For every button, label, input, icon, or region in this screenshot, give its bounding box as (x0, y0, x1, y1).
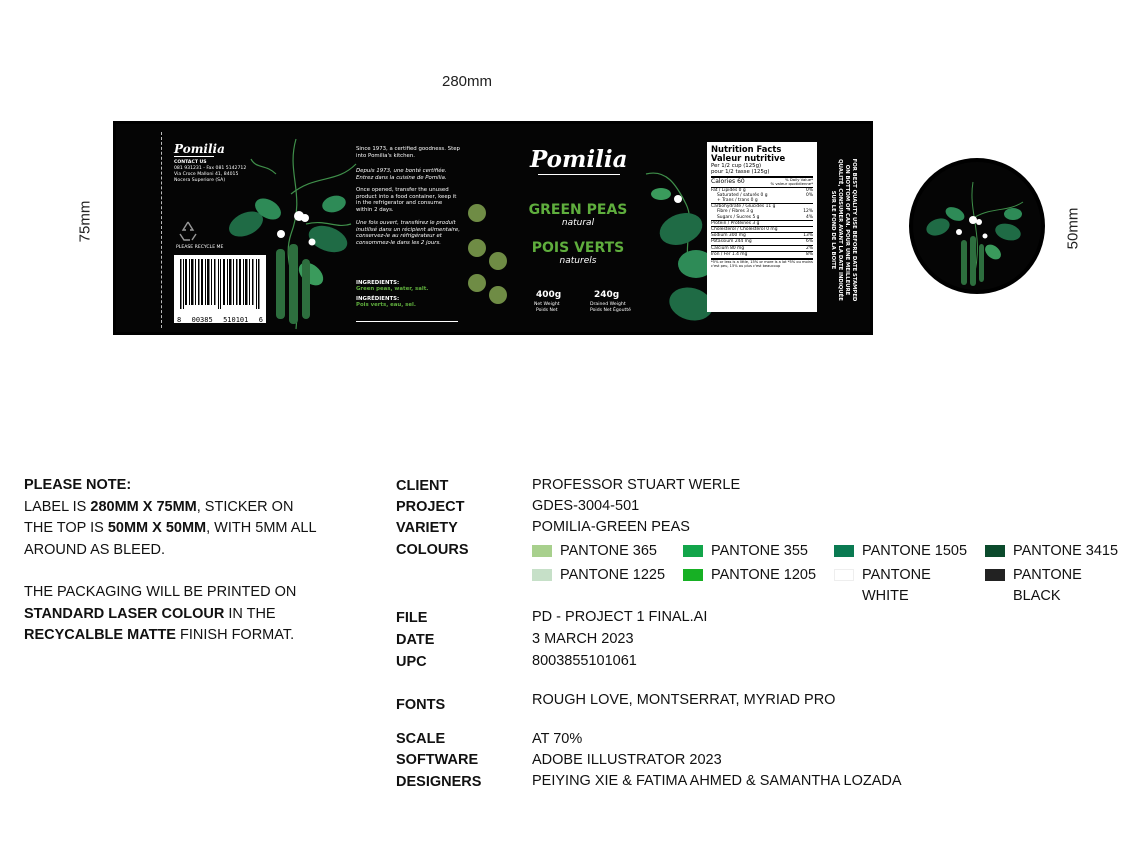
ingredients-en: Green peas, water, salt. (356, 286, 429, 292)
nutrient-dv: 2% (806, 245, 813, 251)
storage-en: Once opened, transfer the unused product into a food container, keep it in the refrigerator and consume within 2 days. (356, 187, 457, 213)
spec-value-variety: POMILIA-GREEN PEAS (532, 519, 690, 535)
swatch-chip (532, 545, 552, 557)
nutrient-name: Iron / Fer 1.4 mg (711, 251, 748, 257)
nutrition-title: Nutrition Facts (711, 144, 782, 154)
fold-line (161, 132, 162, 328)
barcode-digit: 6 (258, 316, 263, 324)
drained-weight: 240g (594, 290, 620, 300)
contact-line: Nocera Superiore (SA) (174, 178, 226, 183)
barcode-digit: 510101 (223, 316, 249, 324)
variant-fr: naturels (559, 256, 597, 266)
sticker-illustration (913, 162, 1041, 290)
colour-swatch: PANTONE 1205 (683, 565, 816, 586)
spec-key-variety: VARIETY (396, 520, 458, 536)
side-best-before-text (819, 142, 867, 318)
pea-dot (468, 204, 486, 222)
brand-logo: Pomilia (530, 146, 628, 173)
nutrient-dv: 0% (806, 187, 813, 193)
barcode-digit: 00385 (191, 316, 213, 324)
nutrient-dv: 6% (806, 239, 813, 245)
drained-weight-label-fr: Poids Net Égoutté (590, 308, 631, 313)
swatch-chip (532, 569, 552, 581)
spec-value-date: 3 MARCH 2023 (532, 631, 634, 647)
pea-dot (489, 286, 507, 304)
swatch-chip (834, 569, 854, 581)
product-label (113, 121, 873, 335)
pea-dot (468, 274, 486, 292)
spec-value-client: PROFESSOR STUART WERLE (532, 477, 741, 493)
nutrient-name: Protein / Protéines 3 g (711, 220, 760, 226)
spec-key-date: DATE (396, 632, 435, 648)
spec-value-scale: AT 70% (532, 731, 583, 747)
divider (174, 156, 214, 157)
product-name-en: GREEN PEAS (528, 202, 628, 218)
side-text-line: QUALITÉ, CONSUMER AVANT LA DATE INDIQUÉE (837, 159, 843, 301)
colour-swatch: PANTONE 1505 (834, 541, 967, 562)
spec-key-upc: UPC (396, 654, 427, 670)
colour-swatch: PANTONE BLACK (985, 565, 1093, 607)
nutrition-row (711, 251, 813, 257)
contact-title: CONTACT US (174, 160, 207, 165)
swatch-chip (683, 569, 703, 581)
nutrient-name: Sodium 300 mg (711, 233, 746, 239)
notes-heading: PLEASE NOTE: (24, 477, 132, 493)
net-weight: 400g (536, 290, 562, 300)
drained-weight-label: Drained Weight (590, 302, 626, 307)
notes-paragraph-2: THE PACKAGING WILL BE PRINTED ON STANDARD LASER COLOUR IN THE RECYCALBLE MATTE FINISH FORMAT. (24, 584, 297, 643)
colour-swatch: PANTONE 1225 (532, 565, 665, 586)
nutrient-name: Calcium 80 mg (711, 245, 745, 251)
barcode-digit: 8 (177, 316, 182, 324)
spec-key-software: SOFTWARE (396, 752, 479, 768)
story-en: Since 1973, a certified goodness. Step into Pomilia's kitchen. (356, 146, 460, 159)
net-weight-label-fr: Poids Net (536, 308, 558, 313)
spec-key-colours: COLOURS (396, 542, 469, 558)
nutrient-name: Sugars / Sucres 5 g (717, 214, 760, 220)
notes-paragraph-1: LABEL IS 280MM X 75MM, STICKER ON THE TOP IS 50MM X 50MM, WITH 5MM ALL AROUND AS BLEED. (24, 498, 316, 558)
serving-size-fr: pour 1/2 tasse (125g) (711, 169, 770, 176)
pea-leaf-illustration (636, 164, 716, 329)
notes-block (24, 475, 324, 647)
nutrient-name: Fibre / Fibres 3 g (717, 209, 754, 215)
spec-value-designers: PEIYING XIE & FATIMA AHMED & SAMANTHA LOZADA (532, 773, 902, 789)
spec-value-fonts: ROUGH LOVE, MONTSERRAT, MYRIAD PRO (532, 692, 836, 708)
swatch-chip (683, 545, 703, 557)
nutrient-dv: 4% (806, 214, 813, 220)
pea-dot (489, 252, 507, 270)
spec-key-fonts: FONTS (396, 697, 446, 713)
nutrient-dv: 12% (803, 209, 813, 215)
nutrition-title-fr: Valeur nutritive (711, 153, 786, 163)
ingredients-fr: Pois verts, eau, sel. (356, 302, 416, 308)
nutrition-facts-panel (707, 142, 817, 312)
sticker-dimension: 50mm (1064, 207, 1082, 250)
calories-row (711, 176, 813, 187)
contact-line: Via Croce Malloni 41, 84015 (174, 172, 239, 177)
serving-size: Per 1/2 cup (125g) (711, 163, 762, 169)
net-weight-label: Net Weight (534, 302, 560, 307)
logo-underline (538, 174, 620, 175)
side-text-line: FOR BEST QUALITY USE BEFORE DATE STAMPED (851, 158, 857, 302)
nutrient-dv: 13% (803, 233, 813, 239)
contact-line: 081 931231 - Fax 081 5142712 (174, 166, 247, 171)
spec-key-file: FILE (396, 610, 428, 626)
nutrient-dv: 8% (806, 251, 813, 257)
swatch-chip (985, 569, 1005, 581)
spec-value-upc: 8003855101061 (532, 653, 637, 669)
swatch-chip (985, 545, 1005, 557)
side-text-line: ON BOTTOM OF CAN. POUR UNE MEILLEURE (844, 164, 850, 296)
lid-sticker (909, 158, 1045, 294)
nutrient-name: Fat / Lipides 0 g (711, 187, 746, 193)
spec-key-project: PROJECT (396, 499, 465, 515)
nutrient-name: + Trans / trans 0 g (717, 198, 758, 204)
pea-plant-illustration (216, 134, 366, 334)
nutrition-rows (711, 187, 813, 257)
spec-key-client: CLIENT (396, 478, 449, 494)
colour-swatch: PANTONE 365 (532, 541, 657, 562)
colour-swatch: PANTONE 355 (683, 541, 808, 562)
product-name-fr: POIS VERTS (531, 240, 625, 256)
spec-value-project: GDES-3004-501 (532, 498, 640, 514)
nutrition-footnote: *5% or less is a little, 15% or more is a lot *5% ou moins c'est peu, 15% ou plus c'est beaucoup (711, 260, 813, 269)
nutrient-name: Cholesterol / Cholestérol 0 mg (711, 227, 778, 233)
brand-logo-small: Pomilia (174, 142, 225, 156)
calories: Calories 60 (711, 177, 745, 185)
ingredients-title-en: INGREDIENTS: (356, 280, 400, 286)
story-fr: Depuis 1973, une bonté certifiée. Entrez dans la cuisine de Pomilia. (356, 168, 447, 181)
recycle-text: PLEASE RECYCLE ME (176, 245, 224, 250)
spec-value-software: ADOBE ILLUSTRATOR 2023 (532, 752, 722, 768)
colour-swatch: PANTONE 3415 (985, 541, 1118, 562)
swatch-chip (834, 545, 854, 557)
width-dimension: 280mm (442, 73, 493, 90)
variant-en: natural (561, 218, 595, 228)
height-dimension: 75mm (76, 200, 94, 243)
nutrient-name: Carbohydrate / Glucides 11 g (711, 204, 776, 210)
divider (356, 321, 458, 322)
spec-key-scale: SCALE (396, 731, 446, 747)
storage-fr: Une fois ouvert, transférez le produit inutilisé dans un récipient alimentaire, conservez-le au réfrigérateur et consommez-le dans les 2 jours. (356, 220, 460, 246)
ingredients-title-fr: INGRÉDIENTS: (356, 296, 400, 302)
colour-swatch: PANTONE WHITE (834, 565, 942, 607)
recycle-icon (176, 220, 200, 242)
pea-dot (468, 239, 486, 257)
spec-key-designers: DESIGNERS (396, 774, 482, 790)
side-text-line: SUR LE FOND DE LA BOITE (830, 190, 836, 270)
nutrient-dv: 0% (806, 192, 813, 198)
dv-header: % Daily Value* % valeur quotidienne* (770, 176, 813, 187)
spec-value-file: PD - PROJECT 1 FINAL.AI (532, 609, 708, 625)
nutrient-name: Saturated / saturés 0 g (717, 192, 768, 198)
nutrient-name: Potassium 244 mg (711, 239, 752, 245)
